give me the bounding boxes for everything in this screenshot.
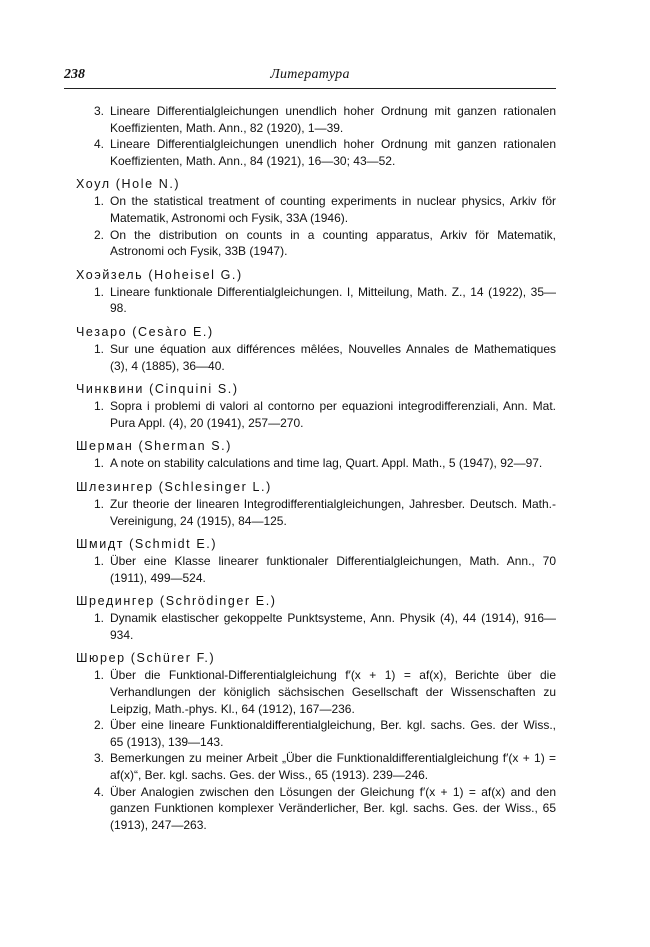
reference-number: 4.	[94, 137, 105, 152]
reference-number: 1.	[94, 496, 105, 511]
reference-number: 4.	[94, 784, 105, 799]
reference-text: A note on stability calculations and time lag, Quart. Appl. Math., 5 (1947), 92—97.	[110, 456, 543, 471]
reference-list	[64, 398, 556, 431]
reference-number: 1.	[94, 611, 105, 626]
author-name: Шерман (Sherman S.)	[76, 439, 233, 454]
reference-item	[94, 398, 556, 431]
author-entry	[64, 438, 556, 472]
reference-number: 1.	[94, 399, 105, 414]
reference-number: 1.	[94, 194, 105, 209]
reference-text: Sopra i problemi di valori al contorno per equazioni integrodifferenziali, Ann. Mat. Pura Appl. (4), 20 (1941), 257—270.	[110, 399, 556, 430]
reference-number: 1.	[94, 341, 105, 356]
reference-list	[64, 496, 556, 529]
reference-number: 3.	[94, 751, 105, 766]
reference-text: On the statistical treatment of counting experiments in nuclear physics, Arkiv för Matematik, Astronomi och Fysik, 33A (1946).	[110, 194, 556, 225]
reference-number: 3.	[94, 104, 105, 118]
reference-list	[64, 341, 556, 374]
reference-number: 2.	[94, 718, 105, 733]
reference-item	[94, 750, 556, 783]
page-number: 238	[64, 67, 85, 82]
reference-number: 1.	[94, 554, 105, 569]
author-name: Чезаро (Cesàro E.)	[76, 324, 214, 339]
reference-number: 1.	[94, 284, 105, 299]
author-name: Шлезингер (Schlesinger L.)	[76, 479, 272, 494]
author-name: Хоул (Hole N.)	[76, 177, 181, 192]
reference-item	[94, 455, 556, 472]
author-name: Шюрер (Schürer F.)	[76, 651, 216, 666]
reference-text: Bemerkungen zu meiner Arbeit „Über die Funktionaldifferentialgleichung f′(x + 1) = af(x)“, Ber. kgl. sachs. Ges. der Wiss., 65 (1913). 239—246.	[110, 751, 556, 783]
author-entry	[64, 103, 556, 169]
reference-text: Sur une équation aux différences mêlées, Nouvelles Annales de Mathematiques (3), 4 (1885), 36—40.	[110, 341, 556, 373]
reference-list	[64, 284, 556, 317]
reference-list	[64, 667, 556, 833]
reference-number: 1.	[94, 456, 105, 471]
reference-number: 1.	[94, 668, 105, 683]
reference-text: Über eine Klasse linearer funktionaler Differentialgleichungen, Math. Ann., 70 (1911), 499—524.	[110, 554, 556, 585]
reference-item	[94, 784, 556, 834]
author-entry	[64, 593, 556, 643]
reference-item	[94, 717, 556, 750]
reference-text: Lineare funktionale Differentialgleichungen. I, Mitteilung, Math. Z., 14 (1922), 35—98.	[110, 284, 556, 316]
bibliography	[64, 103, 556, 833]
author-name: Чинквини (Cinquini S.)	[76, 382, 239, 397]
reference-list	[64, 610, 556, 643]
reference-text: Dynamik elastischer gekoppelte Punktsysteme, Ann. Physik (4), 44 (1914), 916—934.	[110, 611, 556, 642]
reference-item	[94, 667, 556, 717]
reference-item	[94, 284, 556, 317]
author-entry	[64, 479, 556, 529]
author-entry	[64, 381, 556, 431]
reference-item	[94, 103, 556, 136]
reference-item	[94, 227, 556, 260]
reference-list	[64, 455, 556, 472]
reference-text: Lineare Differentialgleichungen unendlich hoher Ordnung mit ganzen rationalen Koeffizienten, Math. Ann., 82 (1920), 1—39.	[110, 104, 556, 135]
reference-item	[94, 553, 556, 586]
reference-item	[94, 341, 556, 374]
reference-text: Über Analogien zwischen den Lösungen der Gleichung f′(x + 1) = af(x) and den ganzen Funktionen komplexer Veränderlicher, Ber. kgl. sachs. Ges. der Wiss., 65 (1913), 247—263.	[110, 784, 556, 832]
reference-list	[64, 553, 556, 586]
reference-text: Über eine lineare Funktionaldifferentialgleichung, Ber. kgl. sachs. Ges. der Wiss., 65 (1913), 139—143.	[110, 718, 556, 749]
author-entry	[64, 324, 556, 374]
author-entry	[64, 536, 556, 586]
page-header	[64, 64, 556, 89]
author-entry	[64, 267, 556, 317]
author-name: Шмидт (Schmidt E.)	[76, 537, 218, 552]
reference-item	[94, 610, 556, 643]
reference-text: On the distribution on counts in a counting apparatus, Arkiv för Matematik, Astronomi och Fysik, 33B (1947).	[110, 227, 556, 259]
running-title: Литература	[270, 67, 350, 82]
reference-text: Zur theorie der linearen Integrodifferentialgleichungen, Jahresber. Deutsch. Math.-Vereinigung, 24 (1915), 84—125.	[110, 496, 556, 528]
reference-number: 2.	[94, 227, 105, 242]
reference-item	[94, 136, 556, 169]
author-name: Хоэйзель (Hoheisel G.)	[76, 267, 243, 282]
reference-list	[64, 193, 556, 259]
reference-text: Über die Funktional-Differentialgleichung f′(x + 1) = af(x), Berichte über die Verhandlungen der königlich sächsischen Gesellschaft der Wissenschaften zu Leipzig, Math.-phys. Kl., 64 (1912), 167—236.	[110, 668, 556, 716]
author-name: Шредингер (Schrödinger E.)	[76, 594, 277, 609]
reference-item	[94, 193, 556, 226]
reference-text: Lineare Differentialgleichungen unendlich hoher Ordnung mit ganzen rationalen Koeffizienten, Math. Ann., 84 (1921), 16—30; 43—52.	[110, 137, 556, 168]
reference-item	[94, 496, 556, 529]
reference-list	[64, 103, 556, 169]
author-entry	[64, 650, 556, 833]
author-entry	[64, 176, 556, 259]
